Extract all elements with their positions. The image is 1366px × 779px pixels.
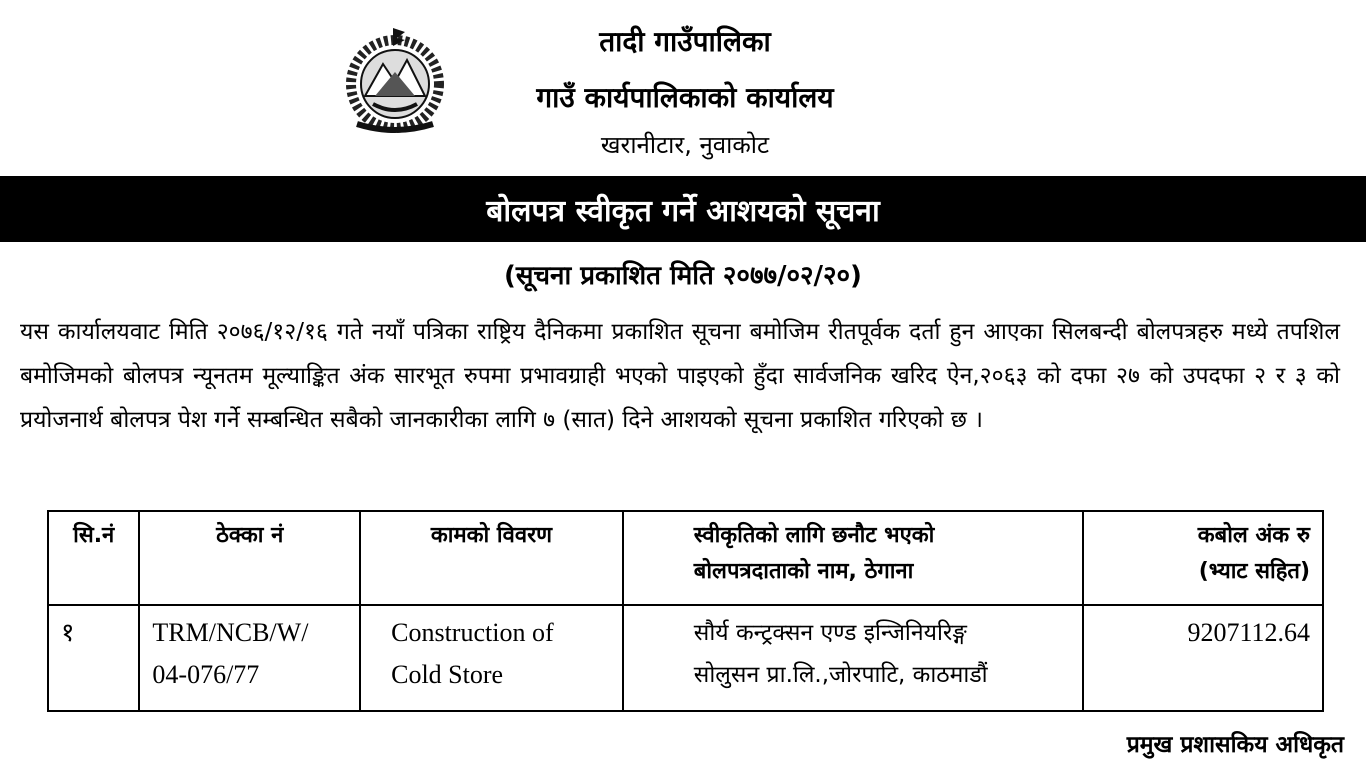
header-sn: सि.नं [48,511,139,605]
cell-amount: 9207112.64 [1083,605,1323,711]
notice-header [0,0,1366,175]
table-header-row [48,511,1323,605]
cell-sn: १ [48,605,139,711]
header-contract-no: ठेक्का नं [139,511,360,605]
header-amount-line1: कबोल अंक रु [1197,523,1310,548]
signatory-title: प्रमुख प्रशासकिय अधिकृत [1126,732,1344,758]
header-bidder-line2: बोलपत्रदाताको नाम, ठेगाना [693,559,914,584]
notice-body: यस कार्यालयवाट मिति २०७६/१२/१६ गते नयाँ पत्रिका राष्ट्रिय दैनिकमा प्रकाशित सूचना बमोजिम रीतपूर्वक दर्ता हुन आएका सिलबन्दी बोलपत्रहरु मध्ये तपशिल बमोजिमको बोलपत्र न्यूनतम मूल्याङ्कित अंक सारभूत रुपमा प्रभावग्राही भएको पाइएको हुँदा सार्वजनिक खरिद ऐन,२०६३ को दफा २७ को उपदफा २ र ३ को प्रयोजनार्थ बोलपत्र पेश गर्ने सम्बन्धित सबैको जानकारीका लागि ७ (सात) दिने आशयको सूचना प्रकाशित गरिएको छ । [20,319,1340,433]
cell-contract-no [139,605,360,711]
header-amount-line2: (भ्याट सहित) [1198,559,1310,584]
header-bidder-line1: स्वीकृतिको लागि छनौट भएको [693,523,935,548]
office-address: खरानीटार, नुवाकोट [600,131,770,159]
nepal-emblem-icon [345,24,445,134]
notice-title: बोलपत्र स्वीकृत गर्ने आशयको सूचना [486,193,880,229]
notice-title-banner [0,176,1366,242]
header-amount [1083,511,1323,605]
publication-date: (सूचना प्रकाशित मिति २०७७/०२/२०) [504,261,862,291]
table-row [48,605,1323,711]
municipality-name: तादी गाउँपालिका [599,25,771,58]
cell-bidder [623,605,1083,711]
bidder-line2: सोलुसन प्रा.लि.,जोरपाटि, काठमाडौं [693,662,988,688]
contract-no-line1: TRM/NCB/W/ [152,618,309,647]
work-line2: Cold Store [391,660,504,689]
work-line1: Construction of [391,618,554,647]
bidder-line1: सौर्य कन्ट्रक्सन एण्ड इन्जिनियरिङ्ग [693,620,967,646]
header-work-description: कामको विवरण [360,511,623,605]
cell-work-description [360,605,623,711]
office-name: गाउँ कार्यपालिकाको कार्यालय [536,81,834,114]
contract-no-line2: 04-076/77 [152,660,260,689]
award-table [47,510,1324,712]
header-bidder [623,511,1083,605]
